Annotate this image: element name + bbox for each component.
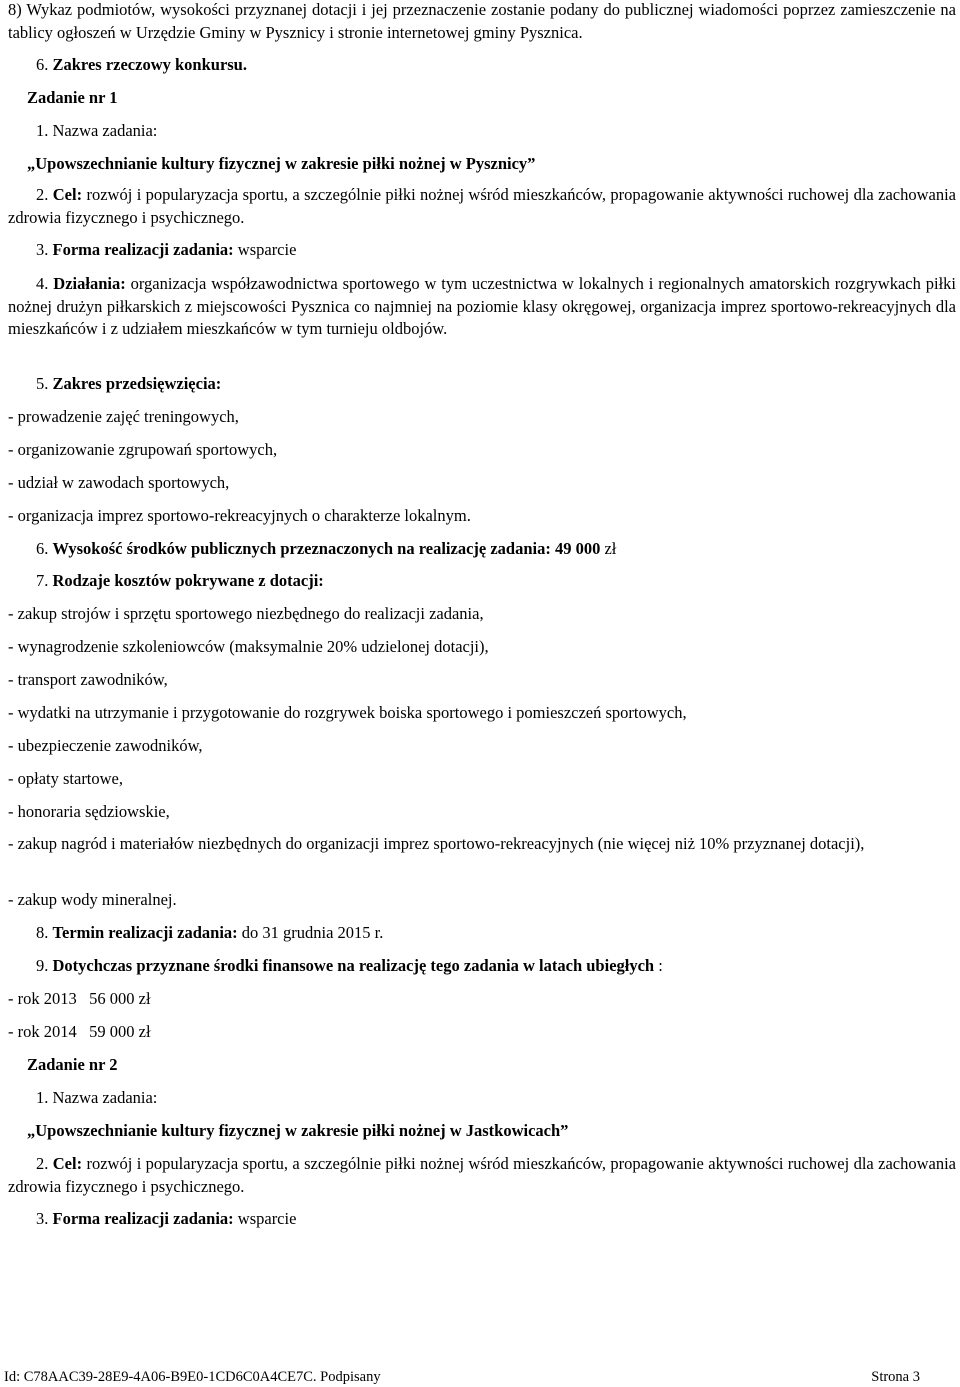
task-1-name-label-line: 1. Nazwa zadania: — [36, 121, 158, 140]
section-6-title: Zakres rzeczowy konkursu. — [52, 55, 247, 74]
task-1-heading: Zadanie nr 1 — [27, 88, 118, 107]
scope-item: - organizacja imprez sportowo-rekreacyjnych o charakterze lokalnym. — [8, 506, 471, 525]
cost-item: - zakup wody mineralnej. — [8, 890, 177, 909]
section-6-number: 6. — [36, 55, 49, 74]
scope-item: - organizowanie zgrupowań sportowych, — [8, 440, 278, 459]
footer-document-id: Id: C78AAC39-28E9-4A06-B9E0-1CD6C0A4CE7C. Podpisany — [4, 1369, 381, 1385]
cost-item: - wynagrodzenie szkoleniowców (maksymalnie 20% udzielonej dotacji), — [8, 637, 489, 656]
task-1-form: 3. Forma realizacji zadania: wsparcie — [36, 240, 297, 259]
task-2-goal: 2. Cel: rozwój i popularyzacja sportu, a szczególnie piłki nożnej wśród mieszkańców, propagowanie aktywności ruchowej dla zachowania zdrowia fizycznego i psychicznego. — [8, 1154, 956, 1196]
past-funds-item: - rok 2013 56 000 zł — [8, 989, 151, 1008]
section-8-number: 8) — [8, 0, 22, 19]
section-8-paragraph — [8, 0, 956, 44]
task-1-past-funds-heading: 9. Dotychczas przyznane środki finansowe na realizację tego zadania w latach ubiegłych : — [36, 956, 663, 975]
task-1-term: 8. Termin realizacji zadania: do 31 grudnia 2015 r. — [36, 923, 384, 942]
cost-item: - ubezpieczenie zawodników, — [8, 736, 203, 755]
scope-item: - prowadzenie zajęć treningowych, — [8, 407, 239, 426]
task-2-name: „Upowszechnianie kultury fizycznej w zakresie piłki nożnej w Jastkowicach” — [27, 1121, 569, 1140]
cost-item: - wydatki na utrzymanie i przygotowanie do rozgrywek boiska sportowego i pomieszczeń sportowych, — [8, 703, 687, 722]
task-2-name-label-line: 1. Nazwa zadania: — [36, 1088, 158, 1107]
scope-item: - udział w zawodach sportowych, — [8, 473, 230, 492]
task-1-costs-heading: 7. Rodzaje kosztów pokrywane z dotacji: — [36, 571, 324, 590]
section-8-text: Wykaz podmiotów, wysokości przyznanej dotacji i jej przeznaczenie zostanie podany do publicznej wiadomości poprzez zamieszczenie na tablicy ogłoszeń w Urzędzie Gminy w Pysznicy i stronie internetowej gminy Pysznica. — [8, 0, 956, 42]
cost-item: - zakup nagród i materiałów niezbędnych do organizacji imprez sportowo-rekreacyjnych (nie więcej niż 10% przyznanej dotacji), — [8, 834, 865, 853]
cost-item: - zakup strojów i sprzętu sportowego niezbędnego do realizacji zadania, — [8, 604, 484, 623]
task-1-name: „Upowszechnianie kultury fizycznej w zakresie piłki nożnej w Pysznicy” — [27, 154, 536, 173]
past-funds-item: - rok 2014 59 000 zł — [8, 1022, 151, 1041]
task-1-scope-heading: 5. Zakres przedsięwzięcia: — [36, 374, 222, 393]
task-2-form: 3. Forma realizacji zadania: wsparcie — [36, 1209, 297, 1228]
task-1-goal: 2. Cel: rozwój i popularyzacja sportu, a szczególnie piłki nożnej wśród mieszkańców, propagowanie aktywności ruchowej dla zachowania zdrowia fizycznego i psychicznego. — [8, 185, 956, 227]
task-1-actions: 4. Działania: organizacja współzawodnictwa sportowego w tym uczestnictwa w lokalnych i regionalnych amatorskich rozgrywkach piłki nożnej drużyn piłkarskich z miejscowości Pysznica co najmniej na poziomie klasy okręgowej, organizacja imprez sportowo-rekreacyjnych dla mieszkańców i z udziałem mieszkańców w tym turnieju oldbojów. — [8, 274, 957, 338]
cost-item: - transport zawodników, — [8, 670, 168, 689]
cost-item: - honoraria sędziowskie, — [8, 802, 170, 821]
footer-page-number: Strona 3 — [871, 1369, 920, 1385]
task-2-heading: Zadanie nr 2 — [27, 1055, 118, 1074]
cost-item: - opłaty startowe, — [8, 769, 124, 788]
section-6-heading — [36, 55, 247, 75]
task-1-funds: 6. Wysokość środków publicznych przeznaczonych na realizację zadania: 49 000 zł — [36, 539, 617, 558]
